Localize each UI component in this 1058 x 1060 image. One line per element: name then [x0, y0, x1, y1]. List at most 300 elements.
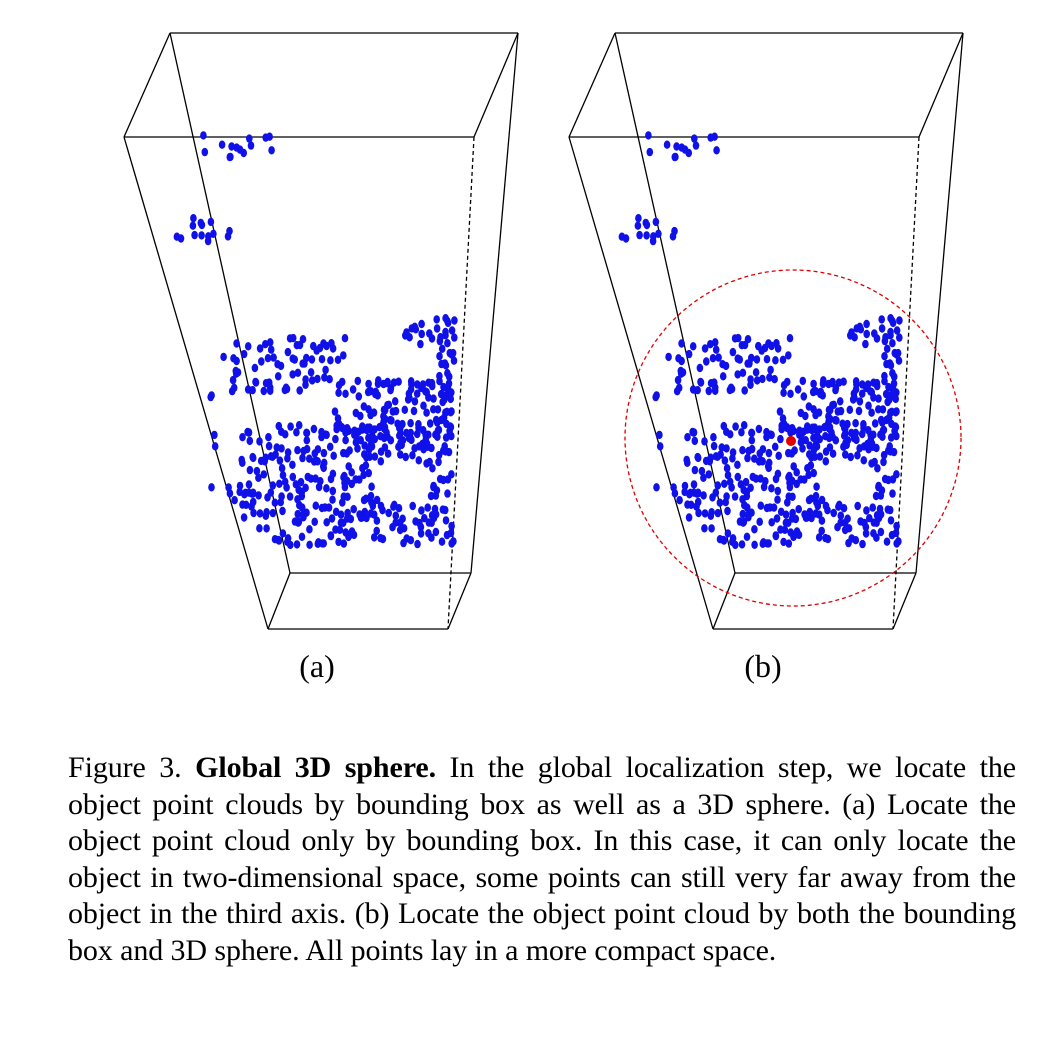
point: [355, 377, 362, 385]
point: [721, 422, 728, 430]
point: [250, 454, 257, 462]
point: [385, 509, 392, 517]
point: [174, 233, 181, 241]
point: [361, 450, 368, 458]
point: [382, 415, 389, 423]
point: [721, 480, 728, 488]
point: [336, 381, 343, 389]
point: [861, 456, 868, 464]
point: [800, 377, 807, 385]
point: [304, 436, 311, 444]
point: [296, 386, 303, 394]
point: [303, 429, 310, 437]
point: [279, 464, 286, 472]
point: [732, 422, 739, 430]
point: [451, 357, 458, 365]
point: [804, 422, 811, 430]
point: [693, 502, 700, 510]
point: [808, 514, 815, 522]
point: [872, 419, 879, 427]
point: [789, 449, 796, 457]
point: [330, 470, 337, 478]
point: [395, 378, 402, 386]
point: [322, 366, 329, 374]
point: [420, 402, 427, 410]
point: [678, 339, 685, 347]
point: [892, 408, 899, 416]
point: [439, 538, 446, 546]
point: [202, 148, 209, 156]
point: [319, 355, 326, 363]
point: [833, 436, 840, 444]
point: [635, 222, 642, 230]
point: [729, 454, 736, 462]
point: [724, 507, 731, 515]
point: [856, 407, 863, 415]
point: [645, 131, 652, 139]
point: [780, 389, 787, 397]
point: [300, 513, 307, 521]
point: [842, 450, 849, 458]
point: [848, 328, 855, 336]
point: [710, 354, 717, 362]
point: [692, 437, 699, 445]
point: [760, 540, 767, 548]
point: [754, 376, 761, 384]
point: [240, 149, 247, 157]
figure-caption: [68, 750, 1016, 970]
point: [766, 373, 773, 381]
point: [294, 341, 301, 349]
point: [681, 488, 688, 496]
point: [845, 539, 852, 547]
point: [724, 464, 731, 472]
point: [879, 324, 886, 332]
point: [750, 473, 757, 481]
point: [437, 333, 444, 341]
point: [320, 462, 327, 470]
point: [854, 502, 861, 510]
point: [433, 315, 440, 323]
point: [258, 357, 265, 365]
point: [842, 526, 849, 534]
point: [445, 319, 452, 327]
point: [881, 352, 888, 360]
point: [768, 484, 775, 492]
point: [720, 372, 727, 380]
point: [261, 470, 268, 478]
point: [397, 450, 404, 458]
point: [774, 514, 781, 522]
point: [407, 429, 414, 437]
point: [692, 466, 699, 474]
point: [420, 426, 427, 434]
sphere: [625, 270, 961, 606]
point: [282, 478, 289, 486]
point: [847, 406, 854, 414]
point: [418, 320, 425, 328]
point: [377, 432, 384, 440]
point: [266, 378, 273, 386]
point: [884, 345, 891, 353]
point: [285, 348, 292, 356]
point: [764, 504, 771, 512]
point: [309, 355, 316, 363]
point: [685, 149, 692, 157]
point: [282, 430, 289, 438]
point: [330, 344, 337, 352]
point: [350, 385, 357, 393]
point: [890, 475, 897, 483]
point-cloud: [619, 131, 903, 549]
point: [841, 504, 848, 512]
point: [795, 385, 802, 393]
point: [896, 357, 903, 365]
point: [878, 510, 885, 518]
point: [436, 352, 443, 360]
panel-label-b: (b): [744, 648, 782, 684]
point: [790, 462, 797, 470]
point: [227, 153, 234, 161]
point: [378, 502, 385, 510]
point: [348, 480, 355, 488]
point: [853, 377, 860, 385]
point: [643, 231, 650, 239]
point: [220, 353, 227, 361]
point: [759, 457, 766, 465]
point: [774, 496, 781, 504]
point: [780, 538, 787, 546]
point: [775, 487, 782, 495]
point: [744, 503, 751, 511]
point: [257, 344, 264, 352]
point: [871, 458, 878, 466]
point: [859, 380, 866, 388]
point: [229, 387, 236, 395]
point: [830, 509, 837, 517]
point: [409, 502, 416, 510]
point: [295, 486, 302, 494]
point: [895, 537, 902, 545]
point: [350, 505, 357, 513]
point: [363, 495, 370, 503]
point: [799, 444, 806, 452]
point: [375, 376, 382, 384]
point: [266, 133, 273, 141]
point: [822, 432, 829, 440]
point: [450, 537, 457, 545]
point: [713, 488, 720, 496]
point: [268, 346, 275, 354]
point: [268, 146, 275, 154]
point: [732, 334, 739, 342]
point: [806, 441, 813, 449]
point: [400, 539, 407, 547]
point: [720, 536, 727, 544]
point: [816, 533, 823, 541]
point: [348, 515, 355, 523]
point: [889, 531, 896, 539]
point: [403, 328, 410, 336]
point: [323, 342, 330, 350]
point: [393, 512, 400, 520]
point: [862, 340, 869, 348]
point: [261, 387, 268, 395]
point: [342, 334, 349, 342]
point: [881, 426, 888, 434]
point: [823, 502, 830, 510]
point: [287, 492, 294, 500]
point: [890, 319, 897, 327]
point: [451, 316, 458, 324]
point: [248, 502, 255, 510]
point: [430, 405, 437, 413]
point: [801, 510, 808, 518]
point: [335, 356, 342, 364]
point: [870, 529, 877, 537]
point: [396, 504, 403, 512]
point: [761, 483, 768, 491]
point: [691, 480, 698, 488]
point: [838, 407, 845, 415]
point: [265, 433, 272, 441]
point: [835, 503, 842, 511]
point: [841, 424, 848, 432]
point: [837, 397, 844, 405]
point: [732, 541, 739, 549]
point: [314, 457, 321, 465]
point: [306, 525, 313, 533]
point: [738, 428, 745, 436]
point: [873, 492, 880, 500]
point: [426, 458, 433, 466]
point: [447, 422, 454, 430]
point: [335, 538, 342, 546]
point: [827, 415, 834, 423]
point: [717, 450, 724, 458]
point: [701, 524, 708, 532]
point: [808, 495, 815, 503]
point: [311, 425, 318, 433]
point: [247, 466, 254, 474]
point: [441, 395, 448, 403]
point: [694, 386, 701, 394]
point: [765, 539, 772, 547]
point: [813, 425, 820, 433]
point: [888, 516, 895, 524]
point: [670, 232, 677, 240]
point: [225, 483, 232, 491]
point: [703, 357, 710, 365]
point: [892, 392, 899, 400]
point: [388, 416, 395, 424]
point: [270, 509, 277, 517]
point: [239, 433, 246, 441]
point: [713, 146, 720, 154]
point: [392, 397, 399, 405]
point: [256, 437, 263, 445]
point: [744, 533, 751, 541]
point: [727, 430, 734, 438]
point: [431, 483, 438, 491]
point: [414, 540, 421, 548]
point: [695, 454, 702, 462]
point: [342, 528, 349, 536]
point: [390, 503, 397, 511]
point: [447, 408, 454, 416]
point: [190, 222, 197, 230]
point: [708, 524, 715, 532]
point: [320, 539, 327, 547]
point: [725, 529, 732, 537]
point: [780, 356, 787, 364]
point: [247, 437, 254, 445]
point: [691, 428, 698, 436]
point: [250, 489, 257, 497]
point: [275, 372, 282, 380]
point: [664, 141, 671, 149]
point: [436, 426, 443, 434]
point: [388, 436, 395, 444]
point: [873, 444, 880, 452]
point: [397, 526, 404, 534]
point: [412, 517, 419, 525]
point: [309, 376, 316, 384]
point: [842, 519, 849, 527]
point: [789, 493, 796, 501]
sphere-center: [786, 436, 796, 446]
point: [433, 510, 440, 518]
point: [257, 509, 264, 517]
point: [833, 416, 840, 424]
point: [686, 350, 693, 358]
point: [323, 431, 330, 439]
point: [892, 422, 899, 430]
point: [777, 407, 784, 415]
point: [190, 214, 197, 222]
point: [408, 385, 415, 393]
point: [344, 449, 351, 457]
point: [853, 385, 860, 393]
point: [239, 500, 246, 508]
point: [429, 334, 436, 342]
point: [656, 431, 663, 439]
point: [407, 419, 414, 427]
point: [657, 442, 664, 450]
point: [881, 451, 888, 459]
point: [882, 333, 889, 341]
point: [447, 392, 454, 400]
point: [793, 480, 800, 488]
point: [368, 425, 375, 433]
point: [772, 443, 779, 451]
point: [730, 348, 737, 356]
point: [316, 483, 323, 491]
point: [397, 519, 404, 527]
point: [287, 334, 294, 342]
point: [371, 533, 378, 541]
point: [675, 354, 682, 362]
point: [823, 448, 830, 456]
point: [735, 473, 742, 481]
point: [751, 541, 758, 549]
point: [875, 405, 882, 413]
point: [272, 499, 279, 507]
point: [296, 421, 303, 429]
point: [356, 510, 363, 518]
point: [266, 442, 273, 450]
point: [329, 514, 336, 522]
point: [702, 509, 709, 517]
point: [771, 503, 778, 511]
point: [684, 433, 691, 441]
point: [384, 401, 391, 409]
point: [745, 513, 752, 521]
point: [894, 326, 901, 334]
point: [335, 389, 342, 397]
point: [829, 401, 836, 409]
point: [653, 483, 660, 491]
point: [252, 378, 259, 386]
point: [411, 407, 418, 415]
point: [406, 394, 413, 402]
point: [765, 462, 772, 470]
point: [887, 447, 894, 455]
point: [708, 508, 715, 516]
point: [812, 411, 819, 419]
point: [245, 342, 252, 350]
point: [863, 320, 870, 328]
point: [739, 540, 746, 548]
point: [683, 456, 690, 464]
point: [843, 441, 850, 449]
point: [444, 339, 451, 347]
point: [852, 429, 859, 437]
point: [673, 142, 680, 150]
point: [241, 513, 248, 521]
point: [416, 456, 423, 464]
point: [342, 483, 349, 491]
point: [258, 457, 265, 465]
point: [208, 483, 215, 491]
point: [796, 427, 803, 435]
point: [775, 344, 782, 352]
point: [291, 355, 298, 363]
point: [778, 508, 785, 516]
point: [736, 355, 743, 363]
point: [823, 457, 830, 465]
point: [231, 496, 238, 504]
point: [345, 462, 352, 470]
point: [313, 346, 320, 354]
point: [428, 444, 435, 452]
point: [333, 508, 340, 516]
point: [859, 540, 866, 548]
point: [381, 425, 388, 433]
panel-a: [124, 33, 518, 684]
point: [653, 391, 660, 399]
point: [289, 370, 296, 378]
point: [711, 442, 718, 450]
point: [208, 391, 215, 399]
point: [365, 380, 372, 388]
point: [734, 370, 741, 378]
point: [813, 434, 820, 442]
point: [711, 133, 718, 141]
point: [754, 355, 761, 363]
point: [766, 449, 773, 457]
point: [342, 436, 349, 444]
